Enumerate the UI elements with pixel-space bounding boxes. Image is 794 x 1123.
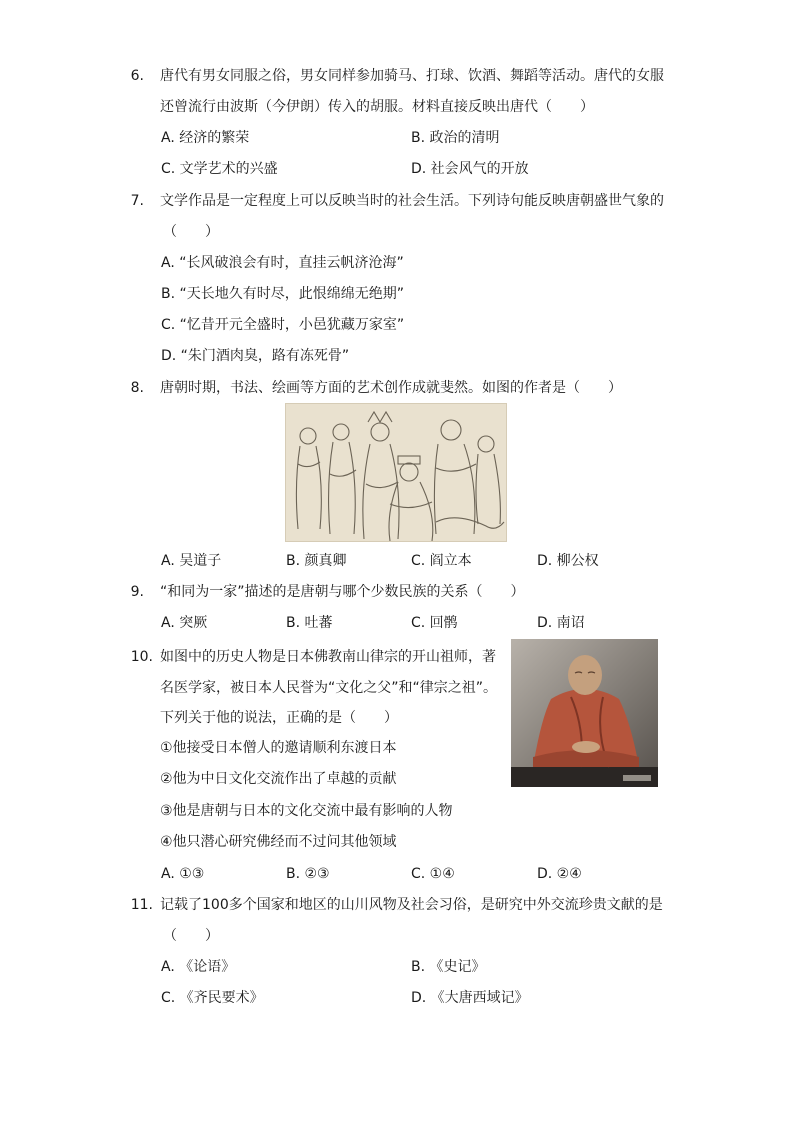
option-d[interactable]: D. 柳公权 — [537, 553, 599, 569]
question-text: 下列关于他的说法，正确的是（ ） — [160, 710, 398, 726]
option-c[interactable]: C. 回鹘 — [411, 615, 458, 631]
figure-monk-statue — [511, 639, 658, 787]
option-a[interactable]: A. 《论语》 — [161, 959, 236, 975]
painting-figures-icon — [286, 404, 506, 541]
question-text: “和同为一家”描述的是唐朝与哪个少数民族的关系（ ） — [160, 584, 525, 600]
question-number: 8. — [130, 380, 144, 396]
statement-4: ④他只潜心研究佛经而不过问其他领域 — [160, 834, 397, 850]
option-b[interactable]: B. 《史记》 — [411, 959, 486, 975]
question-text: 还曾流行由波斯（今伊朗）传入的胡服。材料直接反映出唐代（ ） — [160, 99, 594, 115]
statement-3: ③他是唐朝与日本的文化交流中最有影响的人物 — [160, 803, 453, 819]
question-text: 如图中的历史人物是日本佛教南山律宗的开山祖师，著 — [160, 649, 496, 665]
question-text: 唐代有男女同服之俗，男女同样参加骑马、打球、饮酒、舞蹈等活动。唐代的女服 — [160, 68, 664, 84]
figure-painting — [285, 403, 507, 542]
question-text: 唐朝时期，书法、绘画等方面的艺术创作成就斐然。如图的作者是（ ） — [160, 380, 622, 396]
monk-statue-icon — [511, 639, 658, 787]
statement-2: ②他为中日文化交流作出了卓越的贡献 — [160, 771, 397, 787]
question-number: 9. — [130, 584, 144, 600]
option-d[interactable]: D. “朱门酒肉臭，路有冻死骨” — [161, 348, 350, 364]
question-number: 11. — [130, 897, 153, 913]
question-number: 6. — [130, 68, 144, 84]
option-d[interactable]: D. 社会风气的开放 — [411, 161, 529, 177]
option-c[interactable]: C. ①④ — [411, 866, 455, 882]
question-text: 记载了100多个国家和地区的山川风物及社会习俗，是研究中外交流珍贵文献的是 — [160, 897, 663, 913]
option-b[interactable]: B. 颜真卿 — [286, 553, 347, 569]
option-b[interactable]: B. 政治的清明 — [411, 130, 500, 146]
question-text: 文学作品是一定程度上可以反映当时的社会生活。下列诗句能反映唐朝盛世气象的 — [160, 193, 664, 209]
option-b[interactable]: B. “天长地久有时尽，此恨绵绵无绝期” — [161, 286, 405, 302]
statement-1: ①他接受日本僧人的邀请顺利东渡日本 — [160, 740, 397, 756]
answer-bracket: （ ） — [163, 928, 219, 944]
option-d[interactable]: D. ②④ — [537, 866, 582, 882]
option-a[interactable]: A. “长风破浪会有时，直挂云帆济沧海” — [161, 255, 404, 271]
option-c[interactable]: C. 阎立本 — [411, 553, 472, 569]
option-a[interactable]: A. 经济的繁荣 — [161, 130, 250, 146]
answer-bracket: （ ） — [163, 224, 219, 240]
option-c[interactable]: C. “忆昔开元全盛时，小邑犹藏万家室” — [161, 317, 405, 333]
option-a[interactable]: A. ①③ — [161, 866, 205, 882]
option-a[interactable]: A. 突厥 — [161, 615, 208, 631]
question-number: 7. — [130, 193, 144, 209]
option-b[interactable]: B. ②③ — [286, 866, 330, 882]
question-text: 名医学家，被日本人民誉为“文化之父”和“律宗之祖”。 — [160, 680, 498, 696]
option-a[interactable]: A. 吴道子 — [161, 553, 222, 569]
option-c[interactable]: C. 文学艺术的兴盛 — [161, 161, 278, 177]
question-number: 10. — [130, 649, 153, 665]
option-b[interactable]: B. 吐蕃 — [286, 615, 333, 631]
option-c[interactable]: C. 《齐民要术》 — [161, 990, 264, 1006]
option-d[interactable]: D. 《大唐西域记》 — [411, 990, 529, 1006]
option-d[interactable]: D. 南诏 — [537, 615, 585, 631]
